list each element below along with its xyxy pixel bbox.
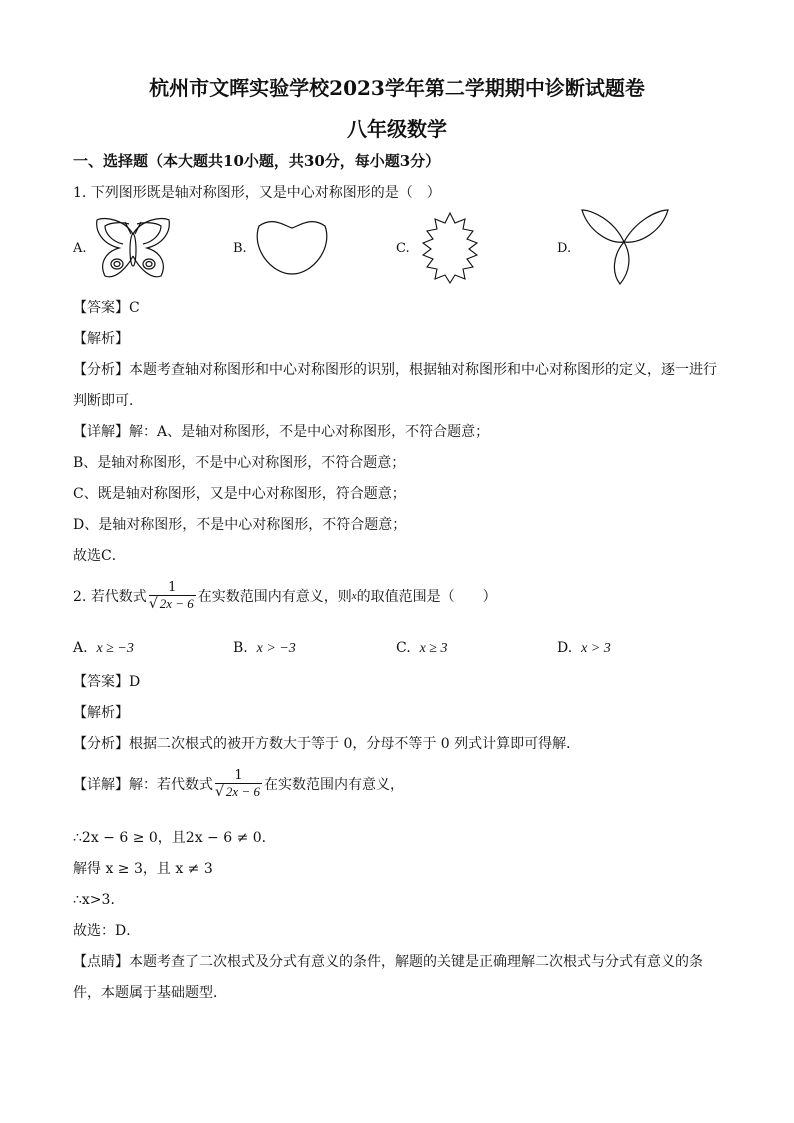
three-petal-figure	[578, 206, 672, 286]
sqrt-symbol: √	[148, 596, 158, 612]
q2-answer: 【答案】D	[73, 674, 141, 690]
q2-analysis-heading: 【解析】	[73, 705, 129, 721]
q1-fenxi-line2: 判断即可．	[73, 393, 143, 409]
q2-detail-numerator: 1	[234, 768, 243, 783]
sqrt-symbol: √	[215, 784, 224, 800]
q2-stem-part1: 2. 若代数式	[73, 589, 147, 605]
snowflake-figure	[413, 211, 487, 285]
q1-choice: 故选C．	[73, 548, 126, 564]
q2-option-d	[557, 640, 611, 657]
q2-detail-part1: 【详解】解：若代数式	[73, 777, 213, 793]
q2-fraction-numerator: 1	[168, 580, 177, 595]
butterfly-figure	[93, 214, 173, 282]
q2-option-c-expr: x ≥ 3	[419, 641, 448, 656]
page-title: 杭州市文晖实验学校2023学年第二学期期中诊断试题卷	[149, 76, 645, 100]
section-heading: 一、选择题（本大题共10小题，共30分，每小题3分）	[73, 152, 441, 170]
option-b-label: B.	[233, 241, 247, 256]
q2-detail-part2: 在实数范围内有意义，	[263, 777, 404, 793]
q2-detail	[73, 768, 404, 800]
q2-option-d-expr: x > 3	[581, 641, 611, 656]
q2-option-b-expr: x > −3	[256, 641, 296, 656]
q2-detail-fraction	[215, 768, 262, 800]
q1-detail: 【详解】解：A、是轴对称图形，不是中心对称图形，不符合题意；	[73, 424, 490, 440]
q1-answer: 【答案】C	[73, 300, 140, 316]
q1-analysis-heading: 【解析】	[73, 331, 129, 347]
q2-fraction-denominator: 2x − 6	[159, 596, 194, 611]
q2-stem-part3: 的取值范围是（ ）	[356, 589, 497, 605]
q1-detail-d: D、是轴对称图形，不是中心对称图形，不符合题意；	[73, 517, 407, 533]
q2-option-c	[396, 640, 447, 657]
q2-option-b	[233, 640, 296, 657]
option-d-label: D.	[557, 241, 572, 256]
q2-step2: 解得 x ≥ 3，且 x ≠ 3	[73, 861, 213, 877]
q2-choice: 故选：D．	[73, 923, 141, 939]
q2-step1: ∴2x − 6 ≥ 0，且2x − 6 ≠ 0．	[73, 830, 276, 846]
q2-fenxi: 【分析】根据二次根式的被开方数大于等于 0，分母不等于 0 列式计算即可得解．	[73, 736, 581, 752]
heart-figure	[253, 218, 331, 278]
q2-detail-denominator: 2x − 6	[225, 784, 260, 799]
q2-option-b-label: B.	[233, 640, 248, 656]
q2-dianjing-line2: 件，本题属于基础题型．	[73, 985, 227, 1001]
q2-dianjing-line1: 【点睛】本题考查了二次根式及分式有意义的条件，解题的关键是正确理解二次根式与分式有意义的条	[73, 954, 703, 970]
q2-option-d-label: D.	[557, 640, 573, 656]
q1-fenxi-line1: 【分析】本题考查轴对称图形和中心对称图形的识别，根据轴对称图形和中心对称图形的定义，逐一进行	[73, 362, 717, 378]
q2-option-c-label: C.	[396, 640, 411, 656]
q2-fraction	[149, 580, 196, 612]
question-2-stem	[73, 580, 497, 612]
q2-step3: ∴x>3．	[73, 892, 125, 908]
q2-option-a	[73, 640, 134, 657]
option-c-label: C.	[396, 241, 410, 256]
q2-variable: x	[351, 590, 357, 602]
question-1-stem: 1. 下列图形既是轴对称图形，又是中心对称图形的是（ ）	[73, 185, 441, 201]
q2-stem-part2: 在实数范围内有意义，则	[197, 589, 352, 605]
option-a-label: A.	[73, 241, 87, 256]
q2-option-a-label: A.	[73, 640, 88, 656]
q1-detail-b: B、是轴对称图形，不是中心对称图形，不符合题意；	[73, 455, 406, 471]
q1-detail-c: C、既是轴对称图形，又是中心对称图形，符合题意；	[73, 486, 406, 502]
q2-option-a-expr: x ≥ −3	[96, 641, 134, 656]
page-subtitle: 八年级数学	[347, 117, 447, 141]
